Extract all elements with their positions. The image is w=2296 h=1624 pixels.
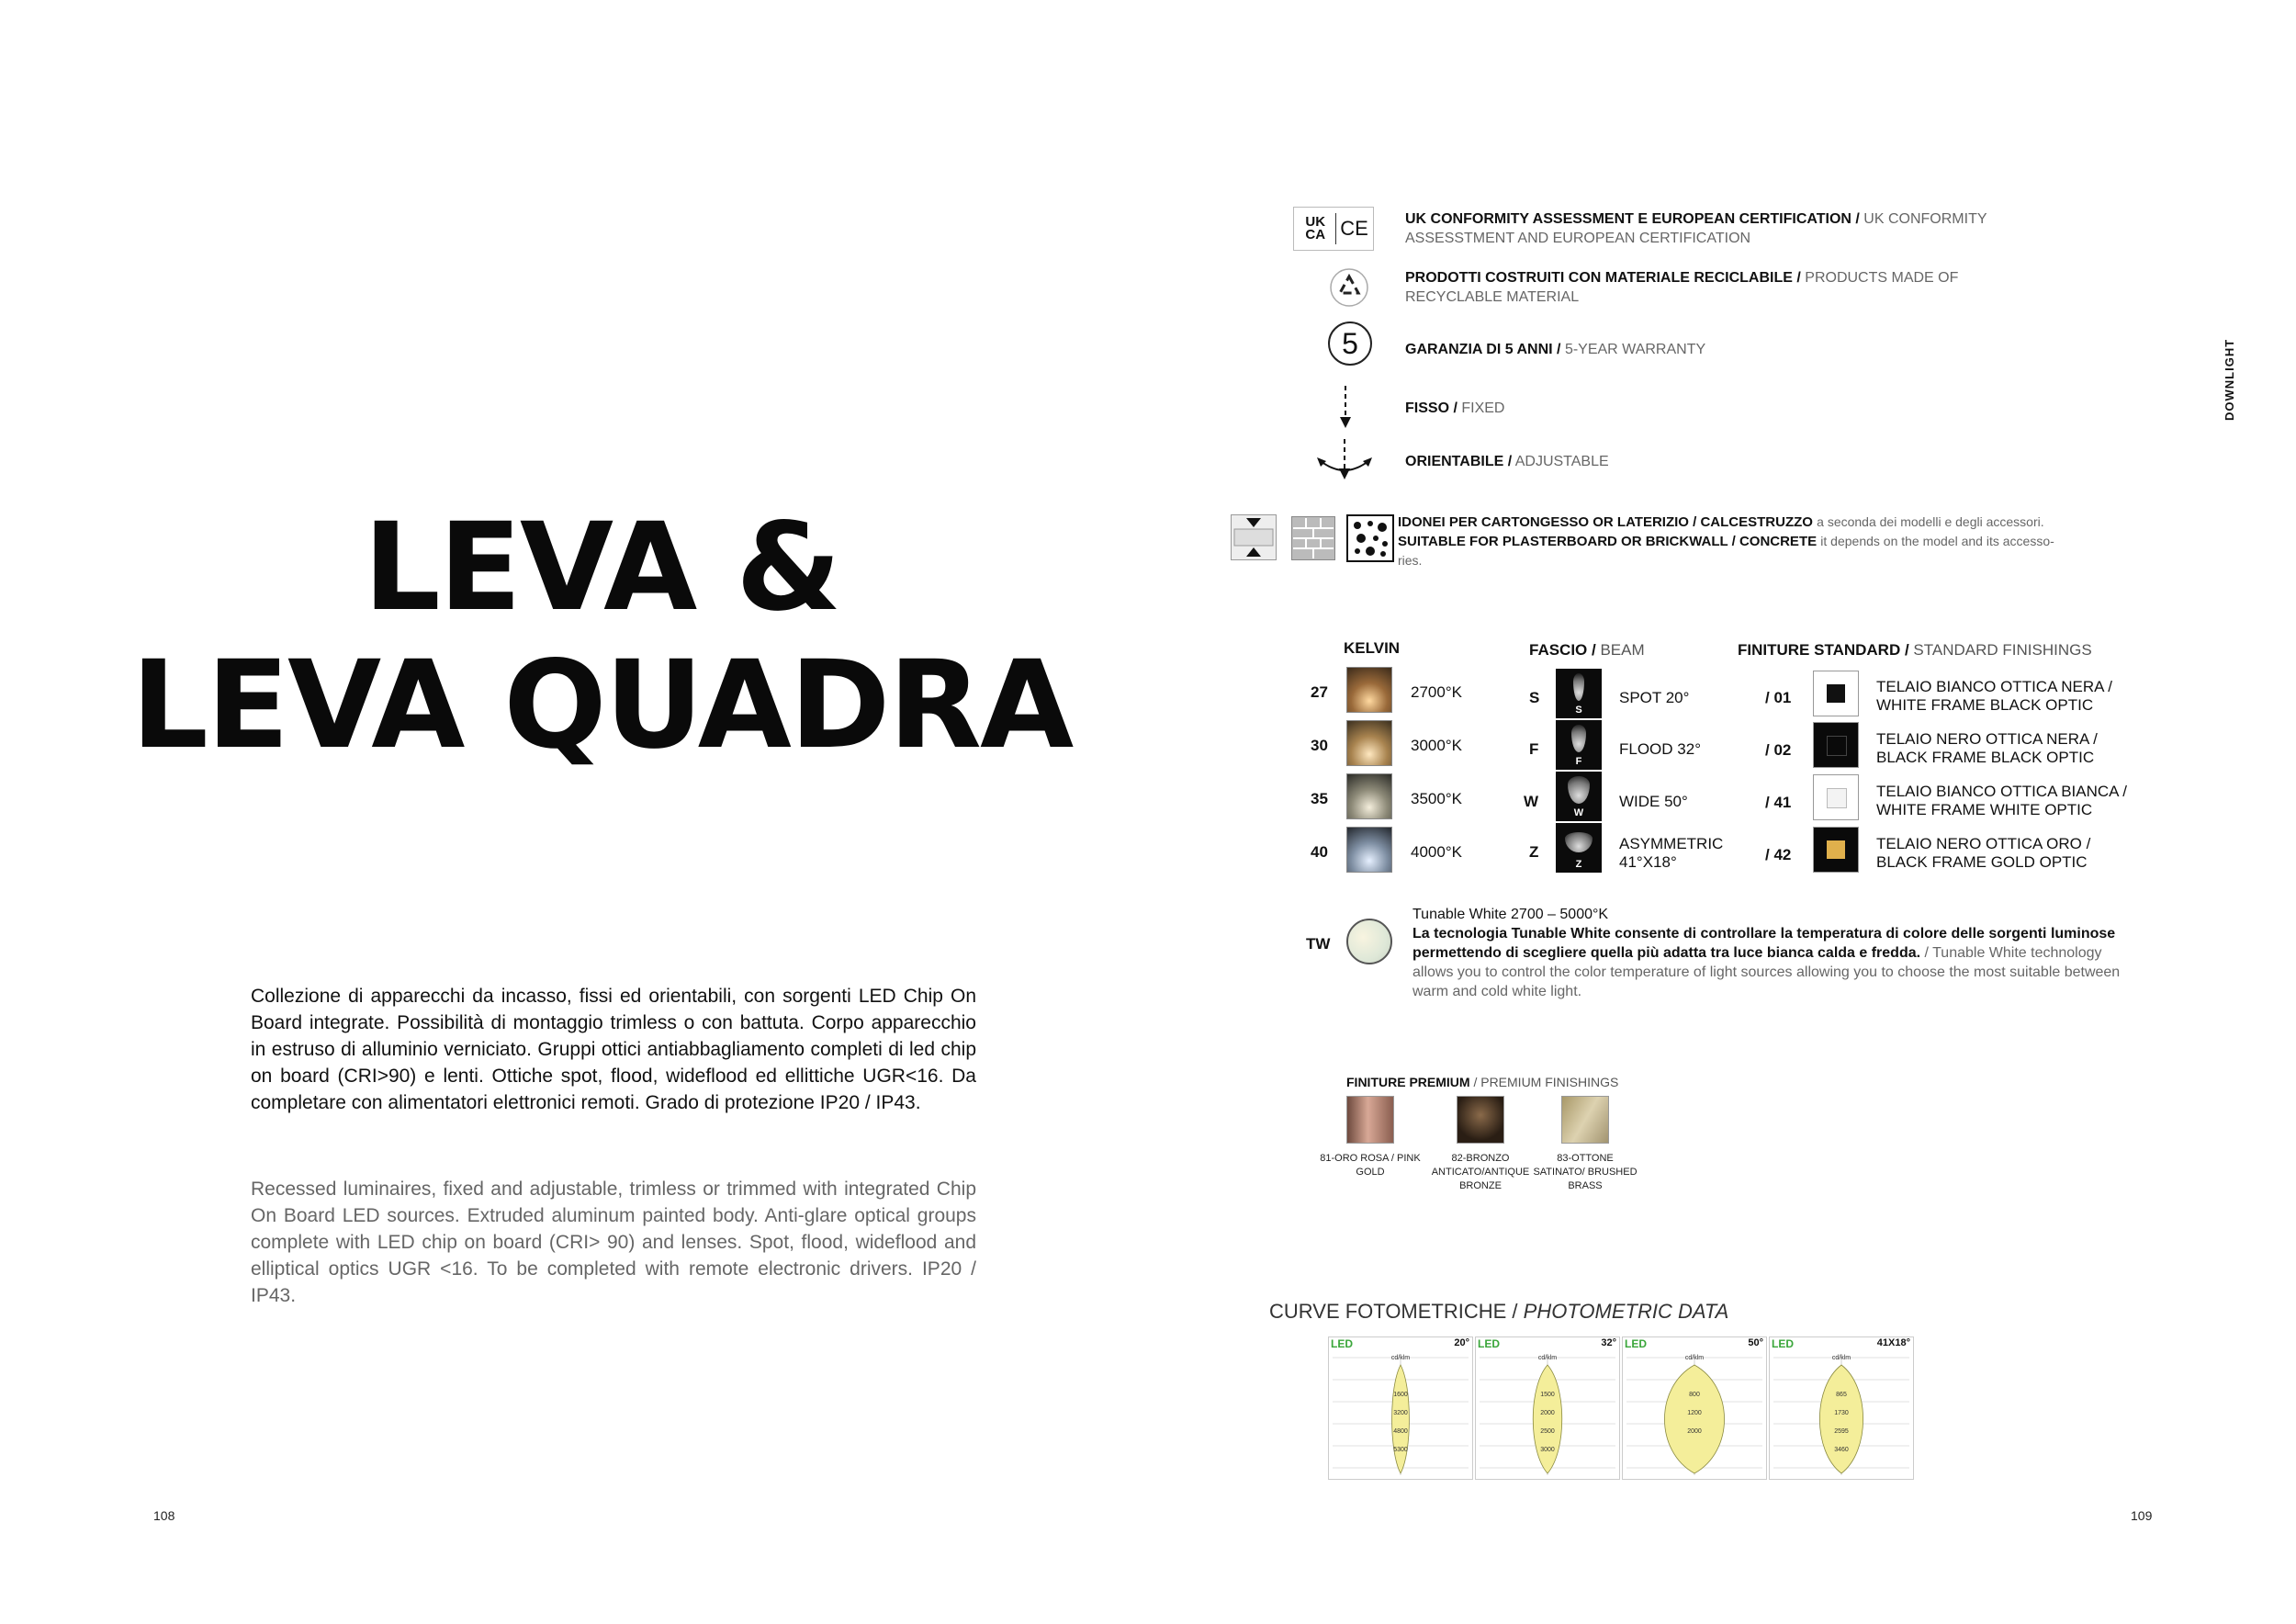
- photometric-header: CURVE FOTOMETRICHE / PHOTOMETRIC DATA: [1269, 1300, 1729, 1323]
- polar-diagram: [1476, 1350, 1619, 1479]
- section-label-downlight: DOWNLIGHT: [2223, 338, 2236, 421]
- legend-warranty: GARANZIA DI 5 ANNI / 5-YEAR WARRANTY: [1405, 342, 1706, 357]
- premium-label: 83-OTTONE SATINATO/ BRUSHED BRASS: [1533, 1153, 1638, 1191]
- page-number-left: 108: [153, 1508, 175, 1523]
- beam-label: ASYMMETRIC 41°X18°: [1619, 835, 1724, 871]
- fixed-arrow-icon: [1334, 384, 1357, 430]
- intensity-value: 3200: [1393, 1410, 1408, 1416]
- page-number-right: 109: [2131, 1508, 2153, 1523]
- kelvin-swatch: [1346, 827, 1392, 873]
- polar-diagram: [1623, 1350, 1766, 1479]
- led-label: LED: [1772, 1337, 1794, 1350]
- ukca-logo: UK CA: [1305, 214, 1326, 242]
- kelvin-label: 4000°K: [1411, 843, 1462, 861]
- finish-code: / 41: [1765, 794, 1792, 811]
- photometric-curve-3: [1622, 1336, 1767, 1480]
- asymmetric-beam-icon: Z: [1556, 823, 1602, 873]
- polar-diagram: [1329, 1350, 1472, 1479]
- beam-angle-label: 50°: [1748, 1337, 1763, 1348]
- legend-installation: IDONEI PER CARTONGESSO OR LATERIZIO / CALCESTRUZZO a seconda dei modelli e degli accessori. SUITABLE FOR PLASTERBOARD OR BRICKWALL / CONCRETE it depends on the model and its accesso-ries.: [1398, 514, 2054, 568]
- intensity-value: 1200: [1687, 1410, 1702, 1416]
- legend-recycle: PRODOTTI COSTRUITI CON MATERIALE RECICLABILE / PRODUCTS MADE OF RECYCLABLE MATERIAL: [1405, 270, 1959, 305]
- unit-label: cd/klm: [1831, 1355, 1851, 1361]
- premium-label: 81-ORO ROSA / PINK GOLD: [1320, 1153, 1421, 1178]
- beam-code: Z: [1529, 843, 1539, 861]
- plasterboard-icon: [1231, 514, 1277, 560]
- kelvin-swatch: [1346, 667, 1392, 713]
- intensity-value: 3000: [1540, 1447, 1555, 1453]
- beam-code: F: [1529, 740, 1539, 758]
- tunable-white-text: Tunable White 2700 – 5000°K La tecnologia Tunable White consente di controllare la temperatura di colore delle sorgenti luminose permettendo di scegliere quella più adatta tra luce bianca calda e fredda. / Tunable White technology allows you to control the color temperature of light sources allowing you to choose the most suitable between warm and cold white light.: [1412, 907, 2121, 999]
- finish-code: / 42: [1765, 846, 1792, 863]
- photometric-curve-2: [1475, 1336, 1620, 1480]
- title-line-1: LEVA &: [363, 497, 840, 638]
- finish-label: TELAIO NERO OTTICA NERA / BLACK FRAME BLACK OPTIC: [1876, 730, 2098, 766]
- kelvin-code: 40: [1311, 843, 1328, 861]
- brickwall-icon: [1291, 516, 1335, 560]
- kelvin-code: 27: [1311, 683, 1328, 701]
- premium-swatch-antique-bronze: [1457, 1096, 1504, 1144]
- unit-label: cd/klm: [1537, 1355, 1558, 1361]
- intensity-value: 5300: [1393, 1447, 1408, 1453]
- intensity-lobe: [1664, 1365, 1724, 1473]
- beam-code: S: [1529, 689, 1540, 706]
- finishes-header: FINITURE STANDARD / STANDARD FINISHINGS: [1738, 641, 2092, 659]
- kelvin-swatch: [1346, 773, 1392, 819]
- intensity-lobe: [1533, 1365, 1562, 1473]
- premium-label: 82-BRONZO ANTICATO/ANTIQUE BRONZE: [1431, 1153, 1530, 1191]
- intensity-lobe: [1819, 1365, 1863, 1473]
- kelvin-code: 35: [1311, 790, 1328, 807]
- beam-angle-label: 32°: [1601, 1337, 1616, 1348]
- intensity-value: 865: [1836, 1392, 1847, 1398]
- finish-swatch-black-black: [1813, 722, 1859, 768]
- flood-beam-icon: F: [1556, 720, 1602, 770]
- finish-swatch-white-black: [1813, 671, 1859, 716]
- tunable-white-swatch: [1346, 919, 1392, 964]
- intensity-value: 2500: [1540, 1428, 1555, 1435]
- description-english: Recessed luminaires, fixed and adjustable, trimless or trimmed with integrated Chip On Board LED sources. Extruded aluminum painted body. Anti-glare optical groups complete with LED chip on board (CRI> 90) and lenses. Spot, flood, wideflood and elliptical optics UGR <16. To be completed with remote electronic drivers. IP20 / IP43.: [251, 1179, 976, 1306]
- led-label: LED: [1478, 1337, 1500, 1350]
- kelvin-label: 3500°K: [1411, 790, 1462, 807]
- kelvin-label: 3000°K: [1411, 737, 1462, 754]
- led-label: LED: [1625, 1337, 1647, 1350]
- intensity-value: 2000: [1687, 1428, 1702, 1435]
- adjustable-arrow-icon: [1315, 437, 1374, 483]
- legend-fixed: FISSO / FIXED: [1405, 400, 1505, 416]
- photometric-curve-4: [1769, 1336, 1914, 1480]
- legend-adjustable: ORIENTABILE / ADJUSTABLE: [1405, 454, 1609, 469]
- ukca-ce-icon: [1293, 207, 1374, 251]
- finish-swatch-white-white: [1813, 774, 1859, 820]
- beam-label: SPOT 20°: [1619, 689, 1690, 706]
- intensity-value: 800: [1689, 1392, 1700, 1398]
- finish-swatch-black-gold: [1813, 827, 1859, 873]
- beam-header: FASCIO / BEAM: [1529, 641, 1645, 659]
- intensity-value: 3460: [1834, 1447, 1849, 1453]
- intensity-value: 4800: [1393, 1428, 1408, 1435]
- unit-label: cd/klm: [1390, 1355, 1411, 1361]
- intensity-value: 2000: [1540, 1410, 1555, 1416]
- premium-finishes-header: FINITURE PREMIUM / PREMIUM FINISHINGS: [1346, 1075, 1619, 1089]
- ce-logo: CE: [1340, 217, 1368, 240]
- beam-label: FLOOD 32°: [1619, 740, 1701, 758]
- unit-label: cd/klm: [1684, 1355, 1705, 1361]
- spot-beam-icon: S: [1556, 669, 1602, 718]
- wide-beam-icon: W: [1556, 772, 1602, 821]
- finish-code: / 02: [1765, 741, 1792, 759]
- finish-code: / 01: [1765, 689, 1792, 706]
- finish-label: TELAIO BIANCO OTTICA NERA / WHITE FRAME BLACK OPTIC: [1876, 678, 2112, 714]
- kelvin-header: KELVIN: [1344, 639, 1401, 657]
- title-line-2: LEVA QUADRA: [130, 635, 1073, 776]
- beam-angle-label: 41X18°: [1876, 1337, 1910, 1348]
- photometric-curve-1: [1328, 1336, 1473, 1480]
- tunable-white-code: TW: [1306, 935, 1331, 953]
- intensity-value: 2595: [1834, 1428, 1849, 1435]
- polar-diagram: [1770, 1350, 1913, 1479]
- intensity-value: 1500: [1540, 1392, 1555, 1398]
- intensity-value: 1600: [1393, 1392, 1408, 1398]
- led-label: LED: [1331, 1337, 1353, 1350]
- beam-label: WIDE 50°: [1619, 793, 1688, 810]
- finish-label: TELAIO NERO OTTICA ORO / BLACK FRAME GOLD OPTIC: [1876, 835, 2091, 871]
- concrete-icon: [1346, 514, 1394, 562]
- warranty-5-icon: 5: [1328, 321, 1372, 366]
- description-italian: Collezione di apparecchi da incasso, fissi ed orientabili, con sorgenti LED Chip On Board integrate. Possibilità di montaggio trimless o con battuta. Corpo apparecchio in estruso di alluminio verniciato. Gruppi ottici antiabbagliamento completi di led chip on board (CRI>90) e lenti. Ottiche spot, flood, wideflood ed ellittiche UGR<16. Da completare con alimentatori elettronici remoti. Grado di protezione IP20 / IP43.: [251, 986, 976, 1113]
- legend-ukca: UK CONFORMITY ASSESSMENT E EUROPEAN CERTIFICATION / UK CONFORMITY ASSESSTMENT AND EUROPEAN CERTIFICATION: [1405, 211, 1987, 246]
- kelvin-label: 2700°K: [1411, 683, 1462, 701]
- intensity-lobe: [1392, 1365, 1410, 1473]
- premium-swatch-pink-gold: [1346, 1096, 1394, 1144]
- recycle-icon: [1328, 266, 1370, 309]
- premium-swatch-brushed-brass: [1561, 1096, 1609, 1144]
- finish-label: TELAIO BIANCO OTTICA BIANCA / WHITE FRAME WHITE OPTIC: [1876, 783, 2128, 818]
- beam-code: W: [1524, 793, 1539, 810]
- kelvin-swatch: [1346, 720, 1392, 766]
- intensity-value: 1730: [1834, 1410, 1849, 1416]
- beam-angle-label: 20°: [1454, 1337, 1469, 1348]
- kelvin-code: 30: [1311, 737, 1328, 754]
